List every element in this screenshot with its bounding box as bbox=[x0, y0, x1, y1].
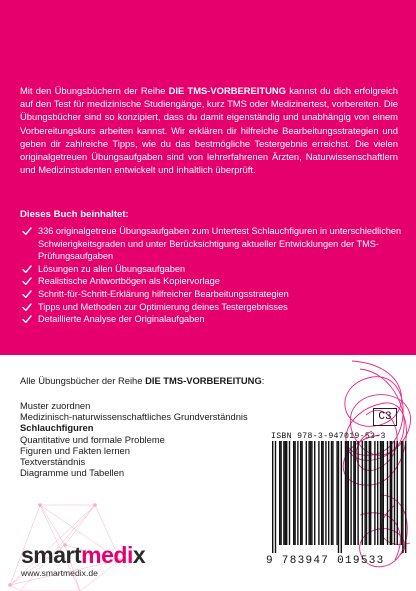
barcode-bar bbox=[286, 441, 287, 545]
series-book-item: Medizinisch-naturwissenschaftliches Grundverständnis bbox=[20, 411, 248, 423]
barcode-bar bbox=[308, 441, 309, 545]
barcode-bar bbox=[314, 441, 315, 545]
barcode-bar bbox=[293, 441, 294, 545]
series-book-list bbox=[20, 400, 248, 478]
barcode-bar bbox=[283, 441, 284, 545]
barcode-bar bbox=[369, 441, 370, 545]
barcode-bar bbox=[350, 441, 351, 545]
barcode-bar bbox=[370, 441, 371, 545]
barcode-graphic bbox=[268, 441, 408, 553]
barcode-bar bbox=[362, 441, 363, 545]
contents-item bbox=[20, 288, 402, 301]
barcode-bar bbox=[366, 441, 367, 545]
barcode-bar bbox=[397, 441, 398, 545]
series-book-item: Quantitative und formale Probleme bbox=[20, 433, 165, 445]
checkmark-icon bbox=[22, 265, 32, 274]
barcode-bar bbox=[348, 441, 349, 545]
barcode-bar bbox=[401, 441, 402, 545]
barcode-bar bbox=[280, 441, 281, 545]
contents-checklist bbox=[20, 225, 402, 326]
series-book-current: Schlauchfiguren bbox=[20, 422, 94, 434]
barcode-bar bbox=[394, 441, 395, 545]
series-book-item: Muster zuordnen bbox=[20, 400, 91, 411]
contents-item-text: Realistische Antwortbögen als Kopiervorlage bbox=[38, 276, 220, 287]
barcode-bar bbox=[322, 441, 323, 545]
barcode-bar bbox=[332, 441, 333, 545]
barcode-bar bbox=[300, 441, 301, 545]
barcode-bar bbox=[285, 441, 286, 545]
barcode-bar bbox=[383, 441, 384, 545]
barcode-bar bbox=[289, 441, 290, 545]
barcode-bar bbox=[318, 441, 319, 545]
barcode-bar bbox=[355, 441, 356, 545]
barcode-bar bbox=[328, 441, 329, 545]
intro-series-name: DIE TMS-VORBEREITUNG bbox=[168, 85, 286, 96]
series-intro-prefix: Alle Übungsbücher der Reihe bbox=[20, 375, 146, 386]
barcode-bar bbox=[310, 441, 311, 545]
barcode-bar bbox=[331, 441, 332, 545]
checkmark-icon bbox=[22, 290, 32, 299]
barcode-bar bbox=[346, 441, 347, 545]
barcode-bar bbox=[321, 441, 322, 545]
barcode-bar bbox=[338, 441, 339, 553]
checkmark-icon bbox=[22, 315, 32, 324]
contents-item-text: 336 originalgetreue Übungsaufgaben zum Untertest Schlauchfiguren in unterschiedlichen Schwierigkeitsgraden und unter Berücksichtigung aktueller Entwicklungen der TMS-Prüfungsaufgaben bbox=[38, 226, 402, 262]
intro-text-start: Mit den Übungsbüchern der Reihe bbox=[20, 85, 169, 96]
isbn-label: ISBN 978-3-947019-53-3 bbox=[271, 432, 386, 441]
checkmark-icon bbox=[22, 227, 32, 236]
barcode-bar bbox=[279, 441, 280, 545]
price-code-box: C3 bbox=[373, 408, 397, 426]
barcode-bar bbox=[402, 441, 403, 553]
series-intro-suffix: : bbox=[261, 375, 265, 386]
contents-item bbox=[20, 263, 402, 276]
contents-item-text: Lösungen zu allen Übungsaufgaben bbox=[38, 263, 186, 274]
series-intro bbox=[20, 375, 264, 386]
intro-text-rest: kannst du dich erfolgreich auf den Test für medizinische Studiengänge, kurz TMS oder Medizinertest, vorbereiten. Die Übungsbücher sind so konzipiert, dass du damit eigenständig und unabhängig von einem Vorbereitungskurs arbeiten kannst. Wir erklären dir hilfreiche Bearbeitungsstrategien und geben dir zahlreiche Tipps, wie du das bestmögliche Testergebnis erreichst. Die vielen originalgetreuen Übungsaufgaben sind von lehrerfahrenen Ärzten, Naturwissenschaftlern und Medizinstudenten entwickelt und inhaltlich überprüft. bbox=[20, 85, 398, 176]
contents-item-text: Tipps und Methoden zur Optimierung deines Testergebnisses bbox=[38, 301, 288, 312]
barcode-bar bbox=[294, 441, 295, 545]
barcode-bar bbox=[357, 441, 358, 545]
contents-heading: Dieses Buch beinhaltet: bbox=[20, 209, 129, 220]
barcode-bar bbox=[374, 441, 375, 545]
smartmedix-logo bbox=[21, 542, 145, 569]
logo-medi-text: medi bbox=[81, 542, 133, 568]
series-book-item: Textverständnis bbox=[20, 456, 86, 468]
barcode-bar bbox=[353, 441, 354, 545]
barcode-bar bbox=[390, 441, 391, 545]
barcode-bar bbox=[272, 441, 273, 553]
website-url: www.smartmedix.de bbox=[21, 568, 98, 578]
barcode-bar bbox=[306, 441, 307, 545]
contents-item bbox=[20, 275, 402, 288]
barcode-bar bbox=[364, 441, 365, 545]
contents-item bbox=[20, 225, 402, 263]
contents-item-text: Detaillierte Analyse der Originalaufgaben bbox=[38, 314, 205, 325]
barcode-bar bbox=[345, 441, 346, 545]
barcode-bar bbox=[380, 441, 381, 545]
barcode-bar bbox=[275, 441, 276, 553]
barcode-bar bbox=[405, 441, 406, 553]
logo-smart-text: smart bbox=[21, 542, 82, 568]
barcode-bar bbox=[381, 441, 382, 545]
contents-item-text: Schritt-für-Schritt-Erklärung hilfreicher Bearbeitungsstrategien bbox=[38, 288, 289, 299]
series-book-item: Figuren und Fakten lernen bbox=[20, 444, 130, 456]
checkmark-icon bbox=[22, 303, 32, 312]
series-book-item: Diagramme und Tabellen bbox=[20, 467, 125, 479]
barcode-bar bbox=[336, 441, 337, 545]
series-intro-name: DIE TMS-VORBEREITUNG bbox=[145, 375, 262, 386]
checkmark-icon bbox=[22, 277, 32, 286]
contents-item bbox=[20, 301, 402, 314]
barcode-bar bbox=[297, 441, 298, 545]
barcode-bar bbox=[377, 441, 378, 545]
intro-paragraph bbox=[20, 84, 398, 176]
barcode-bar bbox=[341, 441, 342, 553]
barcode-bar bbox=[311, 441, 312, 545]
barcode-bar bbox=[325, 441, 326, 545]
barcode-bar bbox=[391, 441, 392, 545]
barcode-bar bbox=[387, 441, 388, 545]
logo-x-text: x bbox=[132, 542, 146, 568]
barcode-bar bbox=[301, 441, 302, 545]
contents-item bbox=[20, 313, 402, 326]
barcode-digits: 9 783947 019533 bbox=[266, 555, 385, 567]
